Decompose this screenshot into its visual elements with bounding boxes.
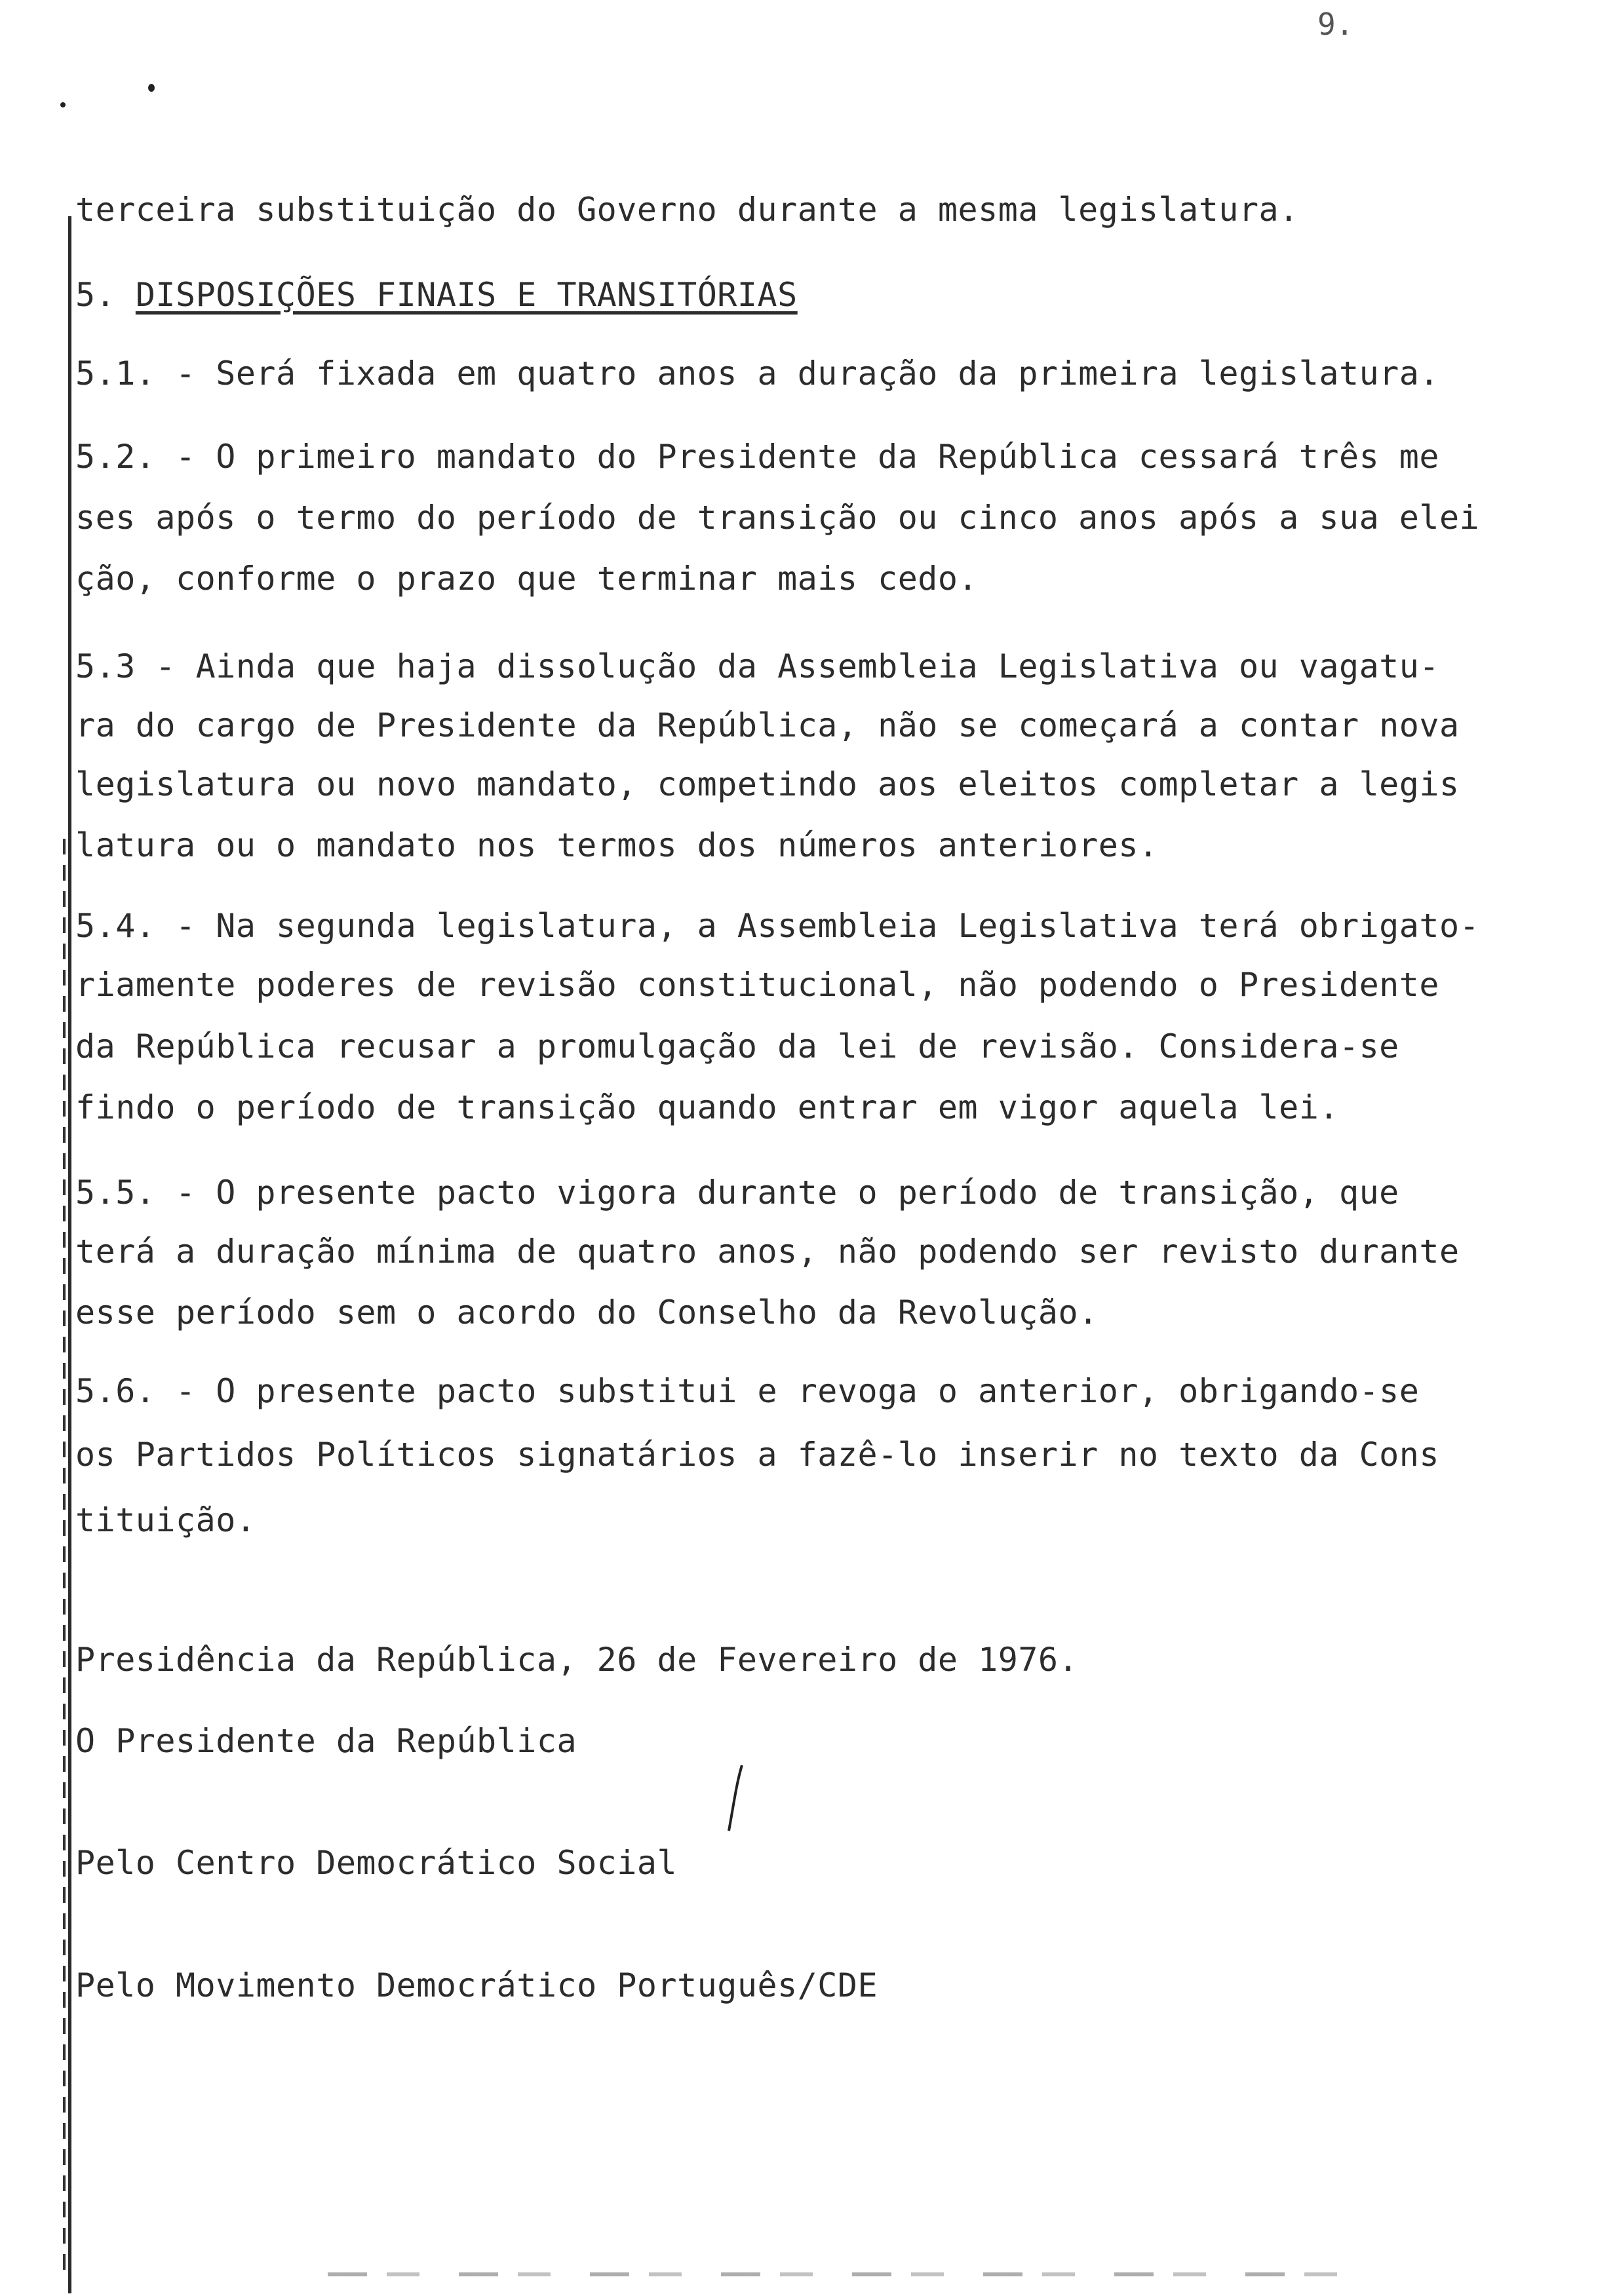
text-line: 5.5. - O presente pacto vigora durante o período de transição, que: [75, 1174, 1399, 1212]
place-date-line: Presidência da República, 26 de Fevereiro de 1976.: [75, 1641, 1079, 1679]
text-line: 5.3 - Ainda que haja dissolução da Assembleia Legislativa ou vagatu-: [75, 647, 1439, 685]
section-heading: [75, 275, 1557, 315]
text-line: os Partidos Políticos signatários a fazê-lo inserir no texto da Cons: [75, 1436, 1439, 1474]
text-line: riamente poderes de revisão constitucional, não podendo o Presidente: [75, 966, 1439, 1004]
margin-rule-dashed: [63, 839, 66, 2280]
text-line: 5.2. - O primeiro mandato do Presidente da República cessará três me: [75, 438, 1439, 476]
text-line: terceira substituição do Governo durante a mesma legislatura.: [75, 191, 1299, 229]
scan-speck: [148, 84, 155, 92]
text-line: terá a duração mínima de quatro anos, não podendo ser revisto durante: [75, 1233, 1460, 1271]
text-line: ses após o termo do período de transição ou cinco anos após a sua elei: [75, 499, 1480, 537]
text-line: esse período sem o acordo do Conselho da Revolução.: [75, 1293, 1099, 1331]
scan-edge-noise: [328, 2272, 1376, 2276]
text-line: 5.4. - Na segunda legislatura, a Assembleia Legislativa terá obrigato-: [75, 907, 1480, 945]
signatory-mdp-cde: Pelo Movimento Democrático Português/CDE: [75, 1966, 878, 2004]
signatory-president: O Presidente da República: [75, 1722, 577, 1760]
text-line: findo o período de transição quando entrar em vigor aquela lei.: [75, 1088, 1339, 1126]
page-number: 9.: [1317, 7, 1354, 42]
signature-stroke: [722, 1763, 749, 1835]
text-line: da República recusar a promulgação da lei de revisão. Considera-se: [75, 1027, 1399, 1065]
scan-speck: [60, 102, 66, 107]
text-line: 5.6. - O presente pacto substitui e revoga o anterior, obrigando-se: [75, 1372, 1420, 1410]
heading-number: 5.: [75, 276, 116, 314]
text-line: 5.1. - Será fixada em quatro anos a duração da primeira legislatura.: [75, 354, 1439, 392]
text-line: legislatura ou novo mandato, competindo aos eleitos completar a legis: [75, 765, 1460, 803]
heading-title: DISPOSIÇÕES FINAIS E TRANSITÓRIAS: [135, 276, 798, 314]
text-line: latura ou o mandato nos termos dos números anteriores.: [75, 826, 1159, 864]
text-line: tituição.: [75, 1501, 256, 1539]
signatory-cds: Pelo Centro Democrático Social: [75, 1844, 678, 1882]
margin-rule: [68, 216, 71, 2293]
text-line: ção, conforme o prazo que terminar mais cedo.: [75, 560, 979, 598]
text-line: ra do cargo de Presidente da República, não se começará a contar nova: [75, 706, 1460, 744]
